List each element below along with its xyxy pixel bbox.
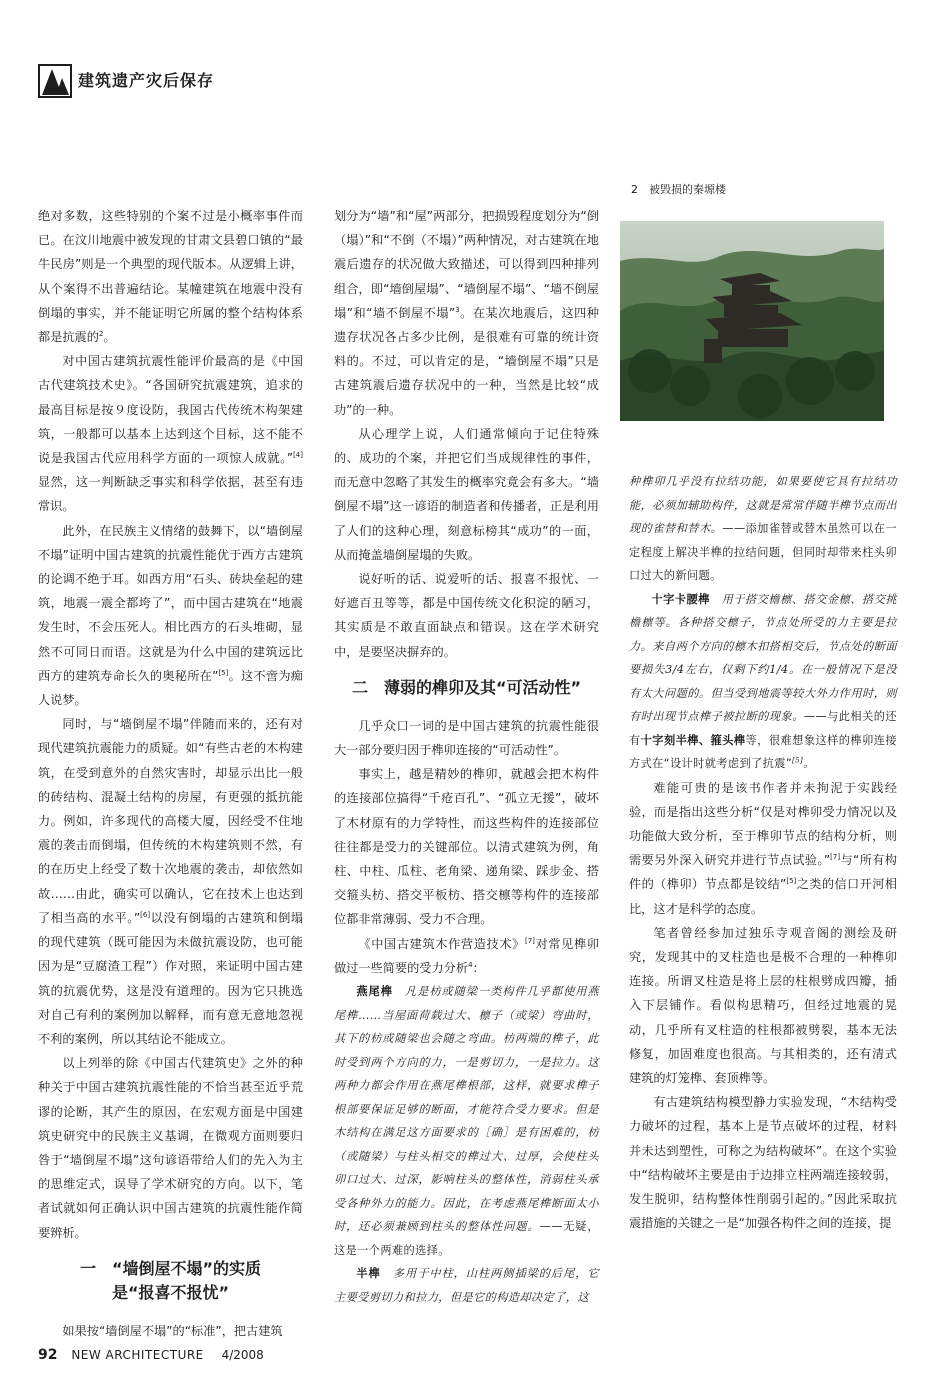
figure-caption: 2 被毁损的秦塬楼 [631, 183, 726, 196]
page-header [38, 64, 338, 104]
paragraph: 笔者曾经参加过独乐寺观音阁的测绘及研究，发现其中的叉柱造也是极不合理的一种榫卯连接。所谓叉柱造是将上层的柱根劈成四瓣，插入下层铺作。看似构思精巧，但经过地震的晃动，几乎所有叉柱造的柱根都被劈裂，基本无法修复，加固难度也很高。与其相类的，还有清式建筑的灯笼榫、套顶榫等。 [629, 925, 897, 1085]
quote-block: 半榫 多用于中柱，山柱两侧插梁的后尾，它主要受剪切力和拉力，但是它的构造却决定了，这 [334, 1267, 599, 1304]
journal-logo-icon [38, 64, 72, 98]
paragraph: 从心理学上说，人们通常倾向于记住特殊的、成功的个案，并把它们当成规律性的事件，而无意中忽略了其发生的概率究竟会有多大。“墙倒屋不塌”这一谚语的制造者和传播者，正是利用了人们的这种心理，刻意标榜其“成功”的一面，从而掩盖墙倒屋塌的失败。 [334, 426, 599, 562]
paragraph: 绝对多数，这些特别的个案不过是小概率事件而已。在汶川地震中被发现的甘肃文县碧口镇的“最牛民房”则是一个典型的现代版本。从逻辑上讲，从个案得不出普遍结论。某幢建筑在地震中没有倒塌的事实，并不能证明它所属的整个结构体系都是抗震的$^2$。 [38, 209, 303, 345]
section-heading-1: 一 “墙倒屋不塌”的实质 是“报喜不报忧” [79, 1258, 262, 1302]
page-number: 92 [38, 1347, 58, 1363]
column-3 [629, 470, 897, 1235]
issue-number: 4/2008 [221, 1348, 264, 1362]
paragraph: 划分为“墙”和“屋”两部分，把损毁程度划分为“倒（塌）”和“不倒（不塌）”两种情况，对古建筑在地震后遗存的状况做大致描述，可以得到四种排列组合，即“墙倒屋塌”、“墙倒屋不塌”、“墙不倒屋塌”和“墙不倒屋不塌”$^3$。在某次地震后，这四种遗存状况各占多少比例，是很难有可靠的统计资料的。不过，可以肯定的是，“墙倒屋不塌”只是古建筑震后遗存状况中的一种，当然是比较“成功”的一种。 [334, 209, 599, 417]
paragraph: 此外，在民族主义情绪的鼓舞下，以“墙倒屋不塌”证明中国古建筑的抗震性能优于西方古建筑的论调不绝于耳。如西方用“石头、砖块垒起的建筑，地震一震全都垮了”，而中国古建筑在“地震发生时，不会压死人。相比西方的石头堆砌，显然不可同日而语。这就是为什么中国的建筑远比西方的建筑寿命长久的奥秘所在”[5]。这不啻为痴人说梦。 [38, 523, 303, 708]
paragraph: 以上列举的除《中国古代建筑史》之外的种种关于中国古建筑抗震性能的不恰当甚至近乎荒谬的论断，其产生的原因，在宏观方面是中国建筑史研究中的民族主义基调，在微观方面则要归咎于“墙倒屋不塌”这句谚语带给人们的先入为主的思维定式，误导了学术研究的方向。以下，笔者试就如何正确认识中国古建筑的抗震性能作简要辨析。 [38, 1056, 303, 1240]
pagoda-photo [620, 221, 884, 421]
paragraph: 几乎众口一词的是中国古建筑的抗震性能很大一部分要归因于榫卯连接的“可活动性”。 [334, 718, 599, 758]
journal-name: NEW ARCHITECTURE [71, 1348, 204, 1362]
paragraph: 事实上，越是精妙的榫卯，就越会把木构件的连接部位搞得“千疮百孔”、“孤立无援”，破坏了木材原有的力学特性，而这些构件的连接部位往往都是受力的关键部位。以清式建筑为例，角柱、中柱、瓜柱、老角梁、递角梁、踩步金、搭交箍头枋、搭交平板枋、搭交檩等构件的连接部位都非常薄弱、受力不合理。 [334, 767, 599, 927]
quote-block: 种榫卯几乎没有拉结功能，如果要使它具有拉结功能，必须加辅助构件，这就是常常伴随半榫节点而出现的雀替和替木。——添加雀替或替木虽然可以在一定程度上解决半榫的拉结问题，但同时却带来柱头卯口过大的新问题。 [629, 475, 897, 582]
section-name: 建筑遗产灾后保存 [78, 71, 215, 90]
paragraph: 同时，与“墙倒屋不塌”伴随而来的，还有对现代建筑抗震能力的质疑。如“有些古老的木构建筑，在受到意外的自然灾害时，却显示出比一般的砖结构、混凝土结构的房屋，有更强的抵抗能力。例如，许多现代的高楼大厦，因经受不住地震的袭击而倒塌，但传统的木构建筑则不然，有的在历史上经受了数十次地震的袭击，却依然如故……由此，确实可以确认，它在技术上也达到了相当高的水平。”[6]以没有倒塌的古建筑和倒塌的现代建筑（既可能因为未做抗震设防，也可能因为是“豆腐渣工程”）作对照，来证明中国古建筑的抗震优势，这是没有道理的。因为它只挑选对自己有利的案例加以解释，而有意无意地忽视不利的案例，所以其结论不能成立。 [38, 717, 304, 1046]
paragraph: 难能可贵的是该书作者并未拘泥于实践经验，而是指出这些分析“仅是对榫卯受力情况以及功能做大致分析，至于榫卯节点的结构分析，则需要另外深入研究并进行节点试验。”[7]与“所有构件的（榫卯）节点都是铰结”[5]之类的信口开河相比，这才是科学的态度。 [629, 780, 897, 916]
section-heading-2: 二 薄弱的榫卯及其“可活动性” [351, 677, 582, 697]
column-2 [334, 204, 599, 1309]
column-1 [38, 204, 303, 1343]
paragraph: 有古建筑结构模型静力实验发现，“木结构受力破坏的过程，基本上是节点破坏的过程，材料并未达到塑性，可称之为结构破坏”。在这个实验中“结构破坏主要是由于边排立柱两端连接较弱，发生脱卯，结构整体性削弱引起的。”因此采取抗震措施的关键之一是“加强各构件之间的连接，提 [629, 1095, 897, 1231]
page-footer [38, 1347, 264, 1363]
quote-block: 燕尾榫 凡是枋或随梁一类构件几乎都使用燕尾榫……当屋面荷载过大、檩子（或梁）弯曲时，其下的枋或随梁也会随之弯曲。枋两端的榫子，此时受到两个方向的力，一是剪切力，一是拉力。这两种力都会作用在燕尾榫根部，这样，就要求榫子根部要保证足够的断面，才能符合受力要求。但是木结构在满足这方面要求的［确］是有困难的，枋（或随梁）与柱头相交的榫过大、过厚，会使柱头卯口过大、过深，影响柱头的整体性，消弱柱头承受各种外力的能力。因此，在考虑燕尾榫断面太小时，还必须兼顾到柱头的整体性问题。——无疑，这是一个两难的选择。 [334, 985, 599, 1257]
paragraph: 如果按“墙倒屋不塌”的“标准”，把古建筑 [62, 1323, 283, 1338]
paragraph: 说好听的话、说爱听的话、报喜不报忧、一好遮百丑等等，都是中国传统文化积淀的陋习，其实质是不敢直面缺点和错误。这在学术研究中，是要坚决摒弃的。 [334, 572, 599, 659]
quote-block: 十字卡腰榫 用于搭交檐檩、搭交金檩、搭交挑檐檩等。各种搭交檩子，节点处所受的力主要是拉力。来自两个方向的檩木扣搭相交后，节点处的断面要损失3/4左右，仅剩下约1/4。在一般情况下是没有太大问题的。但当受到地震等较大外力作用时，则有时出现节点榫子被拉断的现象。——与此相关的还有十字刻半榫、箍头榫等，很难想象这样的榫卯连接方式在“设计时就考虑到了抗震”[5]。 [629, 592, 897, 770]
paragraph: 《中国古建筑木作营造技术》[7]对常见榫卯做过一些简要的受力分析$^4$： [334, 936, 600, 975]
paragraph: 对中国古建筑抗震性能评价最高的是《中国古代建筑技术史》。“各国研究抗震建筑，追求的最高目标是按９度设防，我国古代传统木构架建筑，一般都可以基本上达到这个目标，这不能不说是我国古代应用科学方面的一项惊人成就。”[4]显然，这一判断缺乏事实和科学依据，甚至有违常识。 [38, 354, 303, 514]
